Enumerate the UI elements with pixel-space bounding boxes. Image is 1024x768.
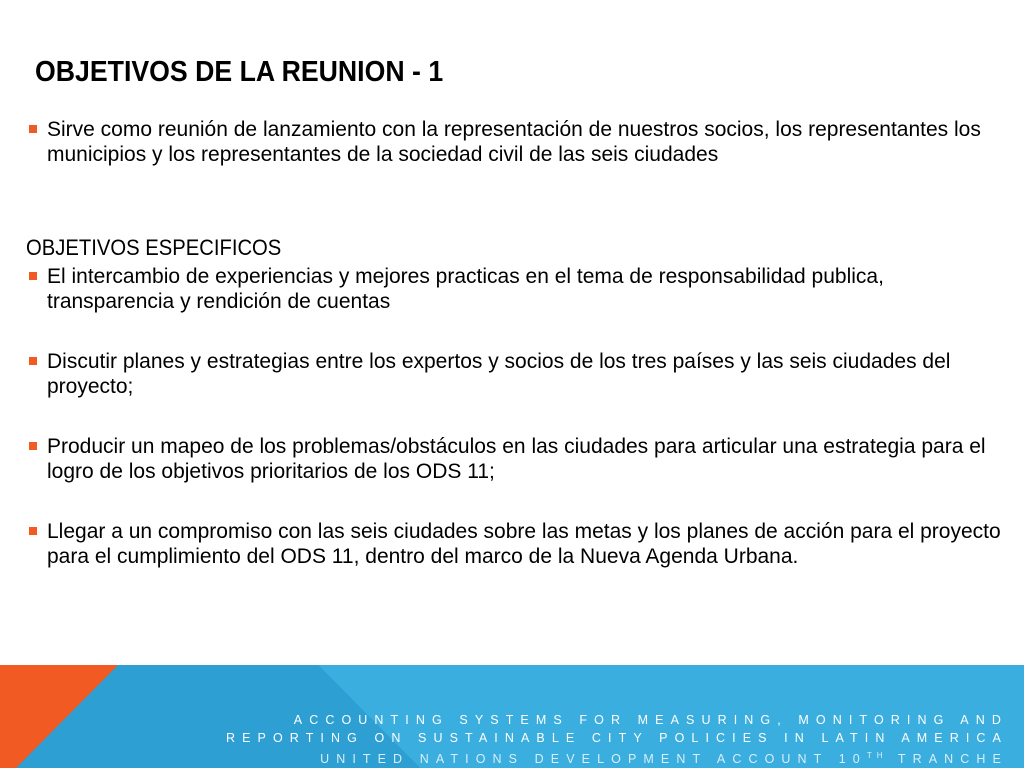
specific-bullet bbox=[26, 519, 1001, 569]
square-bullet-icon bbox=[29, 272, 37, 280]
specific-bullet bbox=[26, 349, 1001, 399]
footer-text bbox=[226, 711, 1008, 768]
footer-line-3 bbox=[226, 747, 1008, 768]
slide-content bbox=[26, 117, 1001, 569]
specific-bullet-text: Producir un mapeo de los problemas/obstáculos en las ciudades para articular una estrategia para el logro de los objetivos prioritarios de los ODS 11; bbox=[47, 435, 986, 483]
footer-line-2: REPORTING ON SUSTAINABLE CITY POLICIES IN LATIN AMERICA bbox=[225, 731, 1008, 745]
footer-line-3-main: UNITED NATIONS DEVELOPMENT ACCOUNT 10 bbox=[320, 752, 867, 766]
specific-bullet-text: El intercambio de experiencias y mejores practicas en el tema de responsabilidad publica, transparencia y rendición de cuentas bbox=[47, 265, 884, 313]
footer-line-3-end: TRANCHE bbox=[887, 752, 1008, 766]
section-heading: OBJETIVOS ESPECIFICOS bbox=[26, 235, 282, 260]
specific-bullet bbox=[26, 264, 1001, 314]
square-bullet-icon bbox=[29, 357, 37, 365]
square-bullet-icon bbox=[29, 527, 37, 535]
intro-bullet-text: Sirve como reunión de lanzamiento con la representación de nuestros socios, los representantes los municipios y los representantes de la sociedad civil de las seis ciudades bbox=[47, 118, 981, 166]
square-bullet-icon bbox=[29, 442, 37, 450]
intro-bullet bbox=[26, 117, 1001, 167]
specific-bullet bbox=[26, 434, 1001, 484]
footer-line-3-sup: TH bbox=[866, 751, 888, 760]
specific-bullet-text: Llegar a un compromiso con las seis ciudades sobre las metas y los planes de acción para el proyecto para el cumplimiento del ODS 11, dentro del marco de la Nueva Agenda Urbana. bbox=[47, 520, 1001, 568]
footer-line-1: ACCOUNTING SYSTEMS FOR MEASURING, MONITORING AND bbox=[293, 713, 1008, 727]
slide-title: OBJETIVOS DE LA REUNION - 1 bbox=[35, 56, 444, 88]
specific-bullet-text: Discutir planes y estrategias entre los expertos y socios de los tres países y las seis ciudades del proyecto; bbox=[47, 350, 951, 398]
square-bullet-icon bbox=[29, 125, 37, 133]
